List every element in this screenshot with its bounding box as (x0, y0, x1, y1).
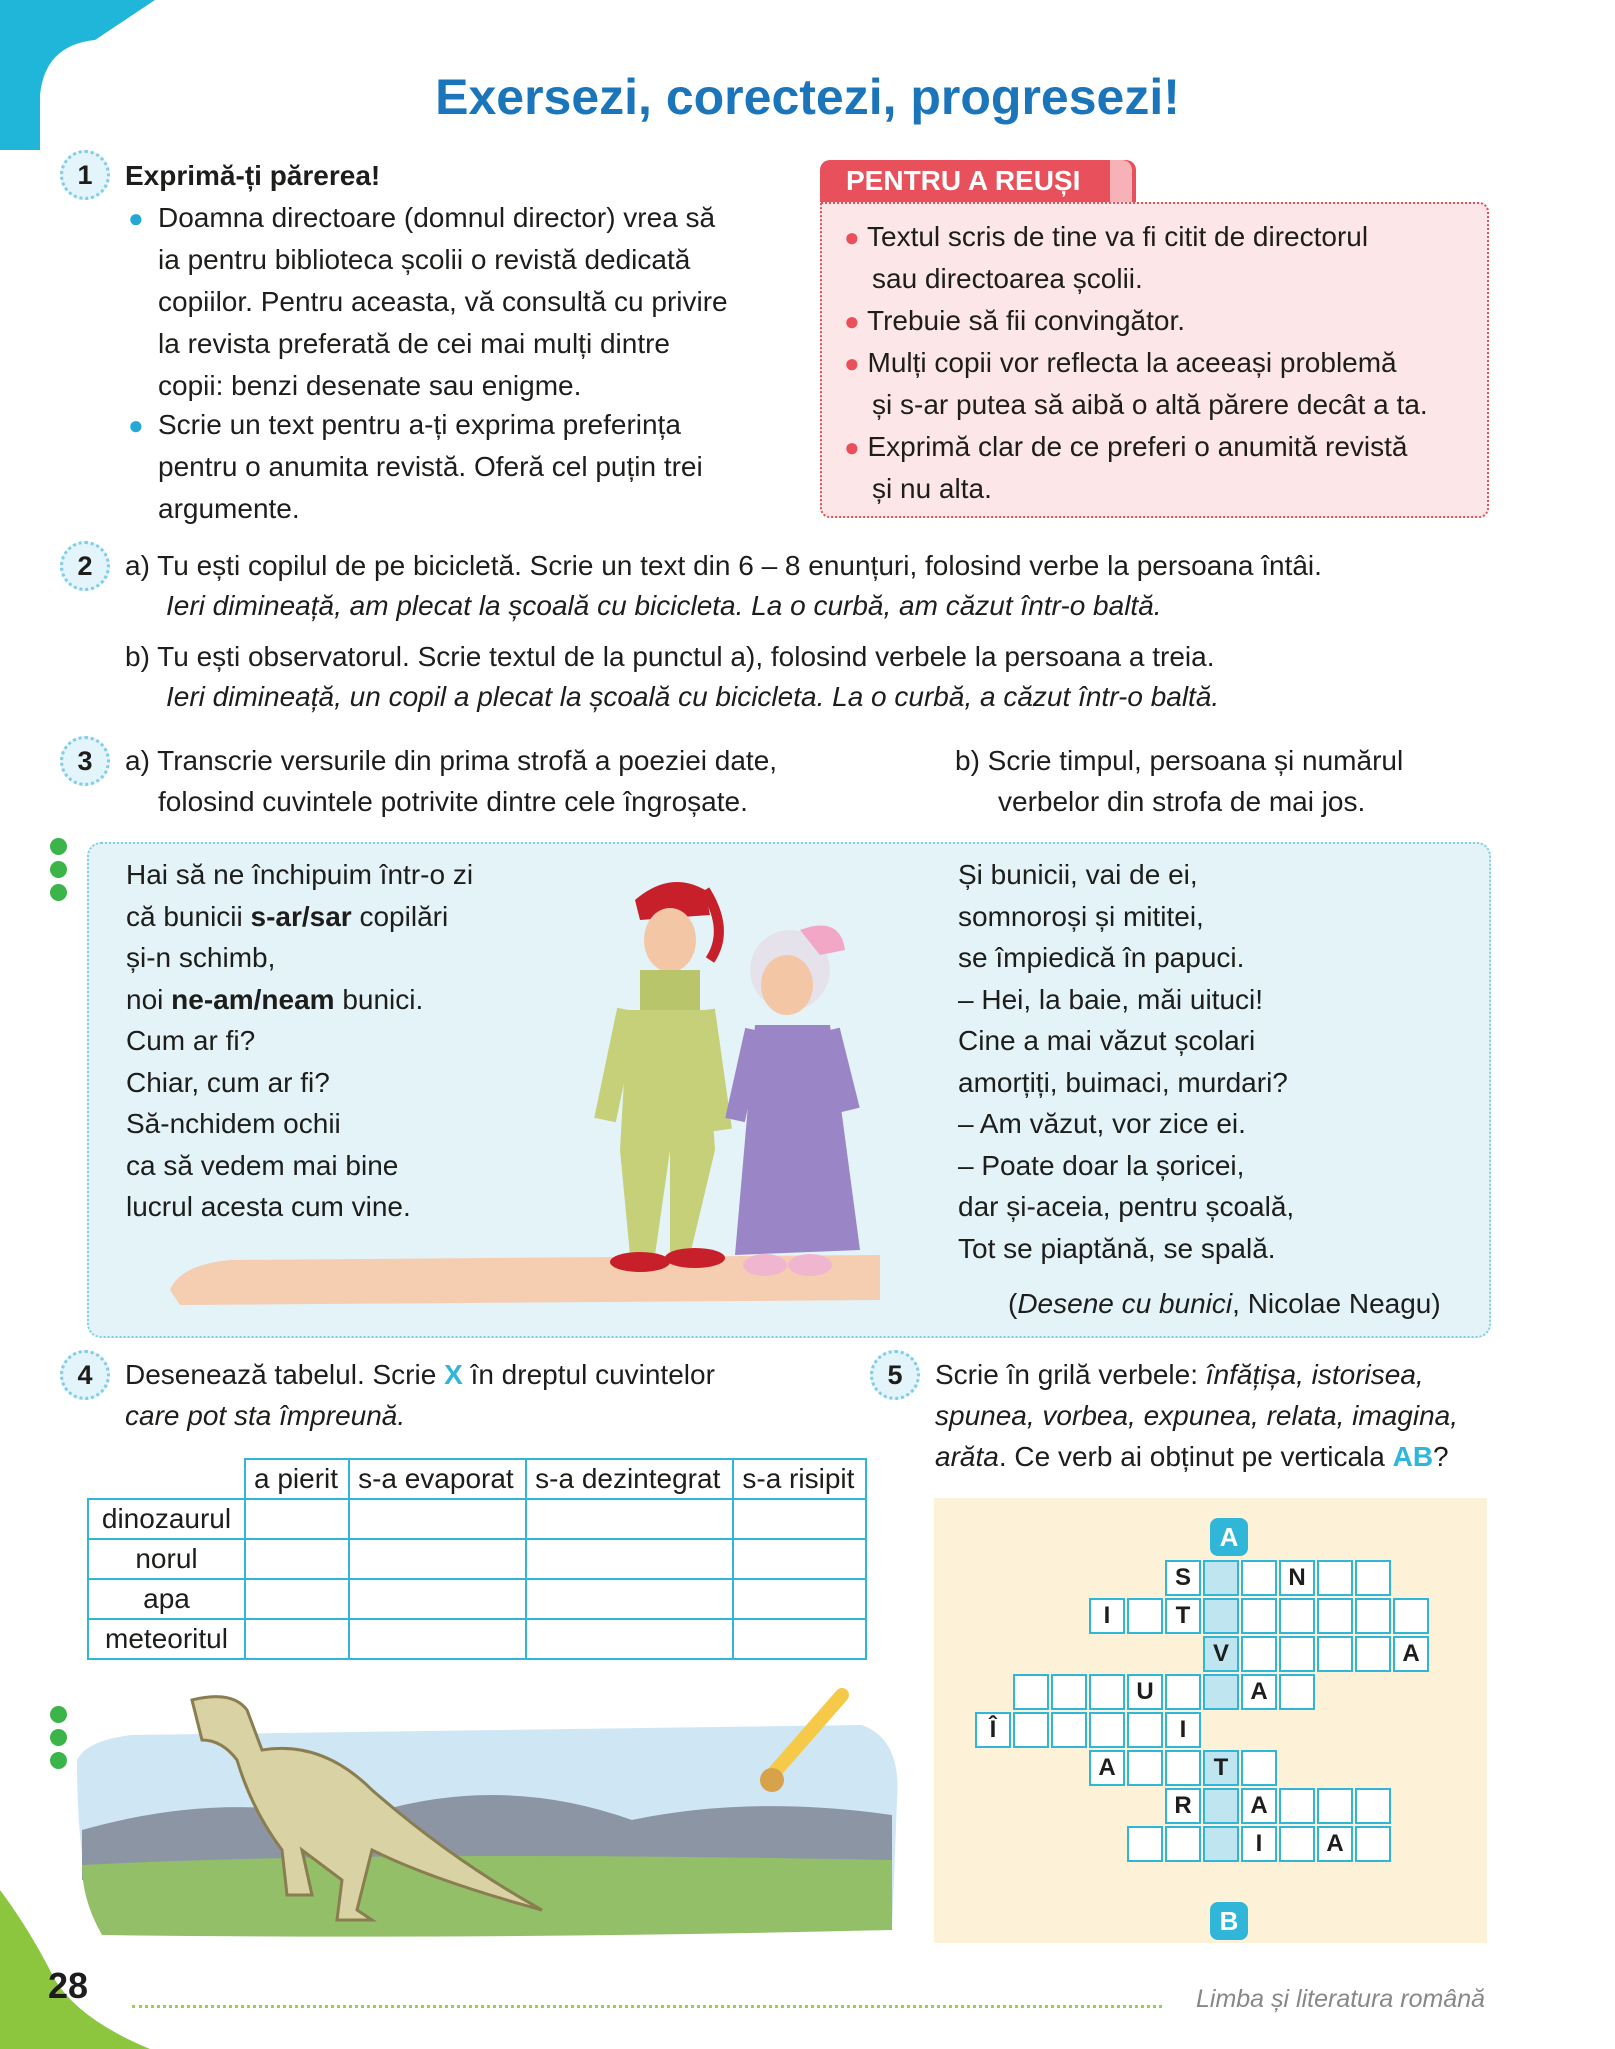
exercise-3a-line-1: a) Transcrie versurile din prima strofă a poeziei date, (125, 745, 778, 776)
tip-text: sau directoarea școlii. (872, 263, 1143, 294)
exercise-number-1: 1 (60, 150, 110, 200)
poem-source: (Desene cu bunici, Nicolae Neagu) (1008, 1288, 1441, 1319)
poem-line: Să-nchidem ochii (126, 1108, 341, 1139)
poem-line: Cine a mai văzut școlari (958, 1025, 1256, 1056)
tip-box (820, 202, 1489, 518)
table-cell[interactable] (733, 1619, 866, 1659)
table-cell[interactable] (733, 1499, 866, 1539)
bullet-icon: ● (844, 348, 860, 378)
poem-line: Hai să ne închipuim într-o zi (126, 859, 474, 890)
crossword-cell[interactable] (1165, 1750, 1201, 1786)
poem-line: – Hei, la baie, măi uituci! (958, 983, 1264, 1015)
tip-item-2 (844, 300, 1474, 342)
bullet-icon: ● (844, 432, 860, 462)
poem-line: Chiar, cum ar fi? (126, 1066, 330, 1098)
tip-text: Mulți copii vor reflecta la aceeași problemă (867, 347, 1397, 378)
poem-line: noi ne-am/neam bunici. (126, 983, 424, 1015)
exercise-3a-line-2: folosind cuvintele potrivite dintre cele îngroșate. (158, 786, 748, 817)
bold-choice: ne-am/neam (171, 983, 335, 1015)
crossword-cell[interactable]: T (1165, 1598, 1201, 1634)
tip-text: Exprimă clar de ce preferi o anumită revistă (867, 431, 1408, 462)
poem-line: ca să vedem mai bine (126, 1149, 399, 1181)
bold-choice: s-ar/sar (250, 900, 352, 932)
crossword-cell[interactable]: I (1241, 1826, 1277, 1862)
crossword-cell[interactable]: U (1127, 1674, 1163, 1710)
crossword-cell[interactable]: S (1165, 1560, 1201, 1596)
table-cell[interactable] (245, 1619, 349, 1659)
table-header: a pierit (245, 1459, 349, 1499)
exercise-1-bullet-1 (128, 197, 788, 407)
bullet-icon: ● (844, 222, 860, 252)
table-cell[interactable] (733, 1539, 866, 1579)
poem-line: Tot se piaptănă, se spală. (958, 1232, 1276, 1264)
exercise-5-line-1: Scrie în grilă verbele: înfățișa, istorisea, (935, 1359, 1424, 1390)
crossword-cell[interactable]: A (1317, 1826, 1353, 1862)
tip-text: și nu alta. (872, 473, 992, 504)
exercise-number-4: 4 (60, 1350, 110, 1400)
crossword-cell[interactable] (1355, 1598, 1391, 1634)
crossword-cell[interactable] (1279, 1674, 1315, 1710)
crossword-cell[interactable] (1051, 1712, 1087, 1748)
table-header-row (88, 1459, 866, 1499)
crossword-cell[interactable] (1127, 1826, 1163, 1862)
table-header: s-a dezintegrat (526, 1459, 733, 1499)
crossword-cell[interactable] (1241, 1636, 1277, 1672)
exercise-1-bullet-1-text (128, 197, 788, 407)
text-line: pentru o anumita revistă. Oferă cel puțin trei (158, 451, 703, 482)
table-corner (88, 1459, 245, 1499)
crossword-cell[interactable]: A (1241, 1788, 1277, 1824)
table-cell[interactable] (526, 1619, 733, 1659)
poem-line: că bunicii s-ar/sar copilări (126, 900, 449, 932)
table-cell[interactable] (349, 1579, 526, 1619)
poem-line: dar și-aceia, pentru școală, (958, 1191, 1295, 1222)
crossword-cell[interactable] (1355, 1826, 1391, 1862)
tip-text: Trebuie să fii convingător. (867, 305, 1186, 336)
crossword-cell[interactable] (1203, 1788, 1239, 1824)
tip-item-3 (844, 342, 1474, 384)
crossword-cell[interactable] (1241, 1560, 1277, 1596)
exercise-2b: b) Tu ești observatorul. Scrie textul de la punctul a), folosind verbele la persoana a treia. (125, 641, 1215, 672)
crossword-cell[interactable] (1127, 1750, 1163, 1786)
crossword-cell[interactable]: A (1089, 1750, 1125, 1786)
crossword-cell[interactable] (1165, 1674, 1201, 1710)
bullet-icon: ● (128, 203, 144, 233)
tip-tab-decoration (1110, 160, 1132, 202)
crossword-cell[interactable]: I (1165, 1712, 1201, 1748)
exercise-2a: a) Tu ești copilul de pe bicicletă. Scrie un text din 6 – 8 enunțuri, folosind verbe la persoana întâi. (125, 550, 1322, 581)
page-number: 28 (48, 1965, 89, 2006)
crossword-cell[interactable]: I (1089, 1598, 1125, 1634)
table-header: s-a risipit (733, 1459, 866, 1499)
table-cell[interactable] (349, 1499, 526, 1539)
poem-line: Și bunicii, vai de ei, (958, 859, 1198, 890)
table-cell[interactable] (349, 1619, 526, 1659)
crossword-cell[interactable]: R (1165, 1788, 1201, 1824)
exercise-4-line-1: Desenează tabelul. Scrie X în dreptul cuvintelor (125, 1359, 715, 1390)
row-label: dinozaurul (88, 1499, 245, 1539)
table-cell[interactable] (245, 1499, 349, 1539)
crossword-cell[interactable] (1279, 1598, 1315, 1634)
exercise-1-heading: Exprimă-ți părerea! (125, 160, 381, 191)
crossword-cell[interactable] (1013, 1674, 1049, 1710)
crossword-cell[interactable]: V (1203, 1636, 1239, 1672)
footer-divider (132, 2005, 1162, 2008)
table-cell[interactable] (733, 1579, 866, 1619)
crossword-cell[interactable] (1013, 1712, 1049, 1748)
x-mark: X (444, 1359, 463, 1390)
crossword-cell[interactable] (1051, 1674, 1087, 1710)
table-cell[interactable] (245, 1539, 349, 1579)
crossword-cell[interactable] (1355, 1636, 1391, 1672)
footer-subject: Limba și literatura română (1196, 1985, 1486, 2013)
text-line: Scrie un text pentru a-ți exprima preferința (158, 409, 681, 440)
tip-item-4 (844, 426, 1474, 468)
poem-stanza-2 (958, 854, 1294, 1269)
tip-text: Textul scris de tine va fi citit de directorul (867, 221, 1369, 252)
text-line: Doamna directoare (domnul director) vrea să (158, 202, 716, 233)
crossword-cell[interactable] (1355, 1560, 1391, 1596)
poem-line: – Poate doar la șoricei, (958, 1149, 1245, 1181)
crossword-label-b: B (1210, 1902, 1248, 1940)
grandparents-illustration (150, 860, 890, 1315)
poem-line: lucrul acesta cum vine. (126, 1191, 411, 1222)
crossword-cell[interactable] (1127, 1712, 1163, 1748)
tip-list (844, 216, 1474, 510)
crossword-cell[interactable] (1203, 1598, 1239, 1634)
crossword-cell[interactable] (1241, 1598, 1277, 1634)
crossword-cell[interactable] (1203, 1560, 1239, 1596)
table-header: s-a evaporat (349, 1459, 526, 1499)
text-line: copii: benzi desenate sau enigme. (158, 370, 582, 401)
row-label: meteoritul (88, 1619, 245, 1659)
table-cell[interactable] (526, 1539, 733, 1579)
page-title: Exersezi, corectezi, progresezi! (435, 69, 1180, 125)
tip-item-1 (844, 216, 1474, 258)
crossword-cell[interactable] (1279, 1788, 1315, 1824)
poem-line: Cum ar fi? (126, 1025, 256, 1056)
crossword-cell[interactable]: A (1241, 1674, 1277, 1710)
crossword-cell[interactable]: Î (975, 1712, 1011, 1748)
table-row (88, 1579, 866, 1619)
tip-text: și s-ar putea să aibă o altă părere decât a ta. (872, 389, 1428, 420)
crossword-cell[interactable]: A (1393, 1636, 1429, 1672)
table-cell[interactable] (245, 1579, 349, 1619)
exercise-4-table (87, 1458, 867, 1660)
table-row (88, 1619, 866, 1659)
crossword-cell[interactable] (1279, 1826, 1315, 1862)
crossword-cell[interactable] (1317, 1560, 1353, 1596)
poem-line: și-n schimb, (126, 942, 276, 973)
table-row (88, 1539, 866, 1579)
exercise-5-line-2: spunea, vorbea, expunea, relata, imagina, (935, 1400, 1459, 1431)
exercise-2b-example: Ieri dimineață, un copil a plecat la școală cu bicicleta. La o curbă, a căzut într-o baltă. (166, 681, 1220, 712)
poem-line: somnoroși și mititei, (958, 900, 1204, 932)
exercise-number-3: 3 (60, 736, 110, 786)
crossword-cell[interactable] (1317, 1598, 1353, 1634)
poem-line: – Am văzut, vor zice ei. (958, 1108, 1246, 1139)
exercise-1-bullet-2-text (128, 404, 788, 530)
table-cell[interactable] (526, 1499, 733, 1539)
crossword-cell[interactable] (1089, 1674, 1125, 1710)
crossword-cell[interactable] (1089, 1712, 1125, 1748)
table-cell[interactable] (349, 1539, 526, 1579)
crossword-cell[interactable] (1241, 1750, 1277, 1786)
crossword-cell[interactable] (1317, 1788, 1353, 1824)
text-line: la revista preferată de cei mai mulți dintre (158, 328, 670, 359)
crossword-cell[interactable] (1393, 1598, 1429, 1634)
crossword-cell[interactable] (1127, 1598, 1163, 1634)
crossword-cell[interactable]: T (1203, 1750, 1239, 1786)
table-row (88, 1499, 866, 1539)
crossword-cell[interactable] (1355, 1788, 1391, 1824)
crossword-cell[interactable] (1203, 1674, 1239, 1710)
text-line: ia pentru biblioteca școlii o revistă dedicată (158, 244, 691, 275)
tip-label: PENTRU A REUȘI (820, 160, 1136, 202)
text-line: copiilor. Pentru aceasta, vă consultă cu privire (158, 286, 728, 317)
bullet-icon: ● (128, 410, 144, 440)
poem-source-title: Desene cu bunici (1017, 1288, 1233, 1319)
exercise-5-line-3: arăta. Ce verb ai obținut pe verticala AB? (935, 1441, 1449, 1472)
table-cell[interactable] (526, 1579, 733, 1619)
crossword-cell[interactable]: N (1279, 1560, 1315, 1596)
crossword-cell[interactable] (1203, 1826, 1239, 1862)
poem-line: se împiedică în papuci. (958, 942, 1245, 973)
crossword-cell[interactable] (1317, 1636, 1353, 1672)
crossword-label-a: A (1210, 1518, 1248, 1556)
crossword-cell[interactable] (1165, 1826, 1201, 1862)
row-label: norul (88, 1539, 245, 1579)
row-label: apa (88, 1579, 245, 1619)
exercise-4-line-2: care pot sta împreună. (125, 1400, 406, 1431)
exercise-2a-example: Ieri dimineață, am plecat la școală cu bicicleta. La o curbă, am căzut într-o baltă. (166, 590, 1162, 621)
crossword-cell[interactable] (1279, 1636, 1315, 1672)
exercise-number-5: 5 (870, 1350, 920, 1400)
exercise-1-bullet-2 (128, 404, 788, 530)
dinosaur-illustration (72, 1680, 902, 1945)
text-line: argumente. (158, 493, 300, 524)
exercise-3b-line-1: b) Scrie timpul, persoana și numărul (955, 745, 1404, 776)
section-dots (50, 838, 67, 907)
exercise-3b-line-2: verbelor din strofa de mai jos. (998, 786, 1366, 817)
exercise-number-2: 2 (60, 541, 110, 591)
poem-line: amorțiți, buimaci, murdari? (958, 1066, 1288, 1098)
bullet-icon: ● (844, 306, 860, 336)
section-dots (50, 1706, 67, 1775)
